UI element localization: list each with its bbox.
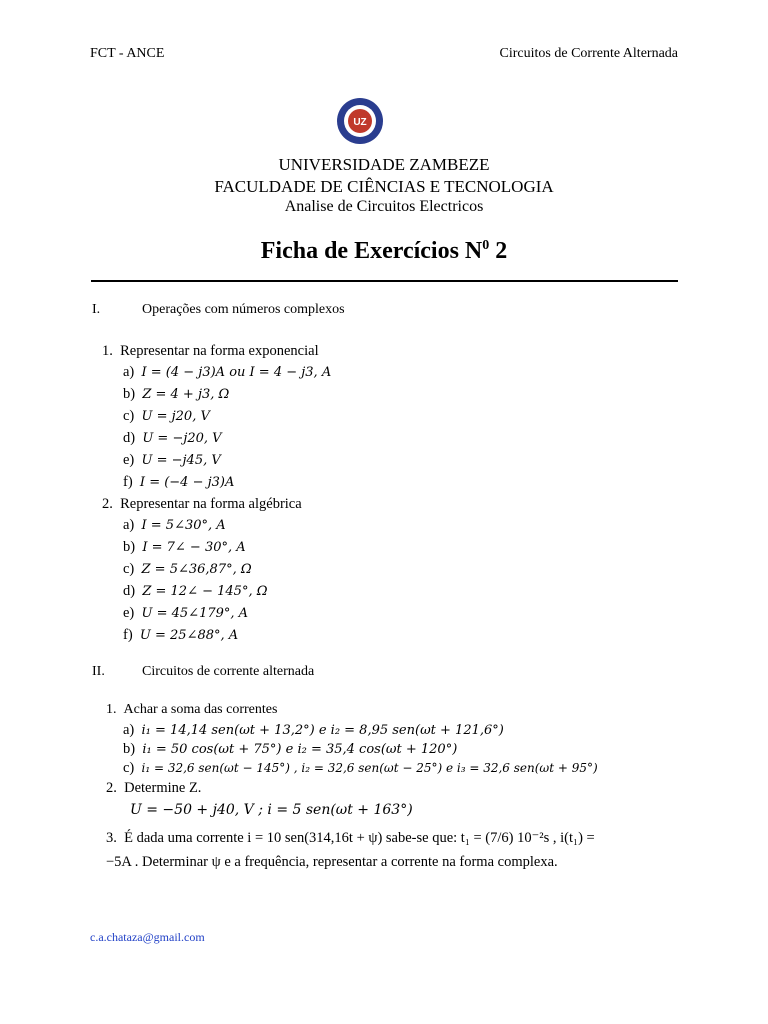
logo-inner-text: UZ [353, 117, 367, 128]
list-item: f) U = 25∠88°, A [123, 627, 239, 643]
list-item: a) I = (4 − j3)A ou I = 4 − j3, A [123, 364, 332, 380]
question-2-2-equation: U = −50 + j40, V ; i = 5 sen(ωt + 163°) [130, 802, 413, 818]
question-2-2: 2. Determine Z. [106, 780, 202, 796]
list-item: e) U = 45∠179°, A [123, 605, 249, 621]
list-item: c) i₁ = 32,6 sen(ωt − 145°) , i₂ = 32,6 sen(ωt − 25°) e i₃ = 32,6 sen(ωt + 95°) [123, 760, 598, 776]
list-item: a) I = 5∠30°, A [123, 517, 226, 533]
title-rule [91, 280, 678, 282]
list-item: c) U = j20, V [123, 408, 210, 424]
question-2-3: 3. É dada uma corrente i = 10 sen(314,16t + ψ) sabe-se que: t₁ = (7/6) 10⁻²s , i(t₁) = −5A . Determinar ψ e a frequência, representar a corrente na forma complexa. [106, 830, 595, 870]
faculty-name: FACULDADE DE CIÊNCIAS E TECNOLOGIA [214, 177, 554, 196]
list-item: b) Z = 4 + j3, Ω [123, 386, 230, 402]
list-item: c) Z = 5∠36,87°, Ω [123, 561, 252, 577]
list-item: f) I = (−4 − j3)A [123, 474, 235, 490]
header-right: Circuitos de Corrente Alternada [499, 46, 678, 61]
page-title: Ficha de Exercícios $N^0$ 2 [260, 238, 508, 264]
header-left: FCT - ANCE [90, 46, 165, 61]
university-name: UNIVERSIDADE ZAMBEZE [278, 155, 490, 174]
course-name: Analise de Circuitos Electricos [284, 198, 484, 215]
list-item: d) Z = 12∠ − 145°, Ω [123, 583, 268, 599]
question-1-1: 1. Representar na forma exponencial [102, 343, 319, 359]
list-item: b) I = 7∠ − 30°, A [123, 539, 246, 555]
university-logo [336, 97, 384, 145]
list-item: b) i₁ = 50 cos(ωt + 75°) e i₂ = 35,4 cos(ωt + 120°) [123, 741, 458, 757]
footer-email: c.a.chataza@gmail.com [90, 930, 205, 944]
question-2-1: 1. Achar a soma das correntes [106, 702, 278, 717]
list-item: d) U = −j20, V [123, 430, 222, 446]
question-1-2: 2. Representar na forma algébrica [102, 496, 302, 512]
list-item: e) U = −j45, V [123, 452, 221, 468]
list-item: a) i₁ = 14,14 sen(ωt + 13,2°) e i₂ = 8,95 sen(ωt + 121,6°) [123, 722, 504, 738]
